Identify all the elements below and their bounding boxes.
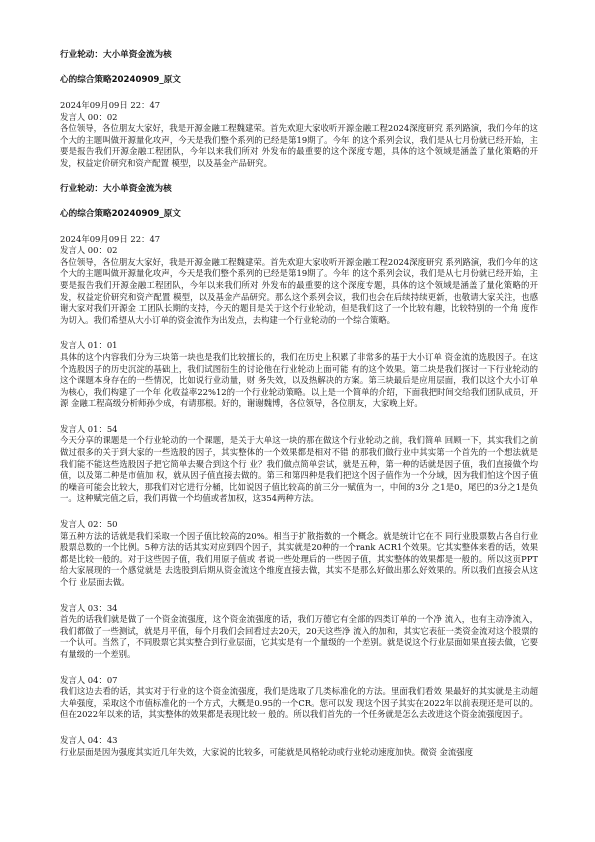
- speaker-label: 发言人 01：54: [60, 423, 118, 434]
- transcript-paragraph: 首先的话我们就是做了一个资金流强度，这个资金流强度的话，我们万德它有全部的四类订单的一个净 流入，也有主动净流入，我们都做了一些测试，就是月平值，每个月我们会回看过去20天，20天这些净 流入的加和，其实它表征一类资金流对这个股票的一个认可。当然了，不同股票它其实整合到行业层面，它其实是有一个量级的一个差别。就是说这个行业层面如果直接去做，它要有量级的一个差别。: [60, 614, 538, 659]
- section-4: [60, 424, 538, 505]
- section-5: [60, 519, 538, 589]
- document-title-line-2: 心的综合策略20240909_原文: [60, 208, 181, 219]
- speaker-label: 发言人 04：07: [60, 674, 118, 685]
- transcript-paragraph: 具体的这个内容我们分为三块第一块也是我们比较擅长的，我们在历史上积累了非常多的基于大小订单 资金流的选股因子。在这个选股因子的历史沉淀的基础上，我们试图衍生的讨论他在行业轮动上面可能 有的这个效果。第二块是我们探讨一下行业轮动的这个课题本身存在的一些情况，比如说行业动量，财 务失效，以及热解决的方案。第三块最后是应用层面，我们以这个大小订单为核心，我们构建了一个年 化收益率22%12的一个行业轮动策略。以上是一个简单的介绍，下面我把时间交给我们团队成员，开源 金融工程高级分析师孙少成，有请那根。好的，谢谢魏博，各位领导，各位朋友，大家晚上好。: [60, 351, 538, 409]
- document-page: [60, 50, 538, 758]
- section-6: [60, 603, 538, 661]
- section-1: [60, 50, 538, 170]
- transcript-paragraph: 我们这边去看的话，其实对于行业的这个资金流强度，我们是选取了几类标准化的方法。里面我们看效 果最好的其实就是主动超大单强度，采取这个市值标准化的一个方式，大概是0.95的一个CR。您可以发 现这个因子其实在2022年以前表现还是可以的。但在2022年以来的话，其实整体的效果都是表现比较一 般的。所以我们首先的一个任务就是怎么去改进这个资金流强度因子。: [60, 686, 538, 720]
- document-datetime: 2024年09月09日 22：47: [60, 233, 161, 244]
- transcript-paragraph: 第五种方法的话就是我们采取一个因子值比较高的20%。相当于扩散指数的一个概念。就是统计它在不 同行业股票数占各自行业股票总数的一个比例。5种方法的话其实对应到四个因子，其实就是20种的一个rank ACR1个效果。它其实整体来看的话，效果都是比较一般的。对于这些因子值，我们用原子值或 者说一些处理后的一些因子值，其实整体的效果都是一般的。所以这页PPT给大家展现的一个感觉就是 去选股到后期从资金流这个维度直接去做，其实不是那么好做出那么好效果的。所以我们直接会从这个行 业层面去做。: [60, 530, 538, 587]
- section-7: [60, 675, 538, 721]
- transcript-paragraph: 行业层面是因为强度其实近几年失效，大家说的比较多，可能就是风格轮动或行业轮动速度加快。微资 金流强度: [60, 746, 474, 757]
- speaker-label: 发言人 02：50: [60, 519, 118, 530]
- section-3: [60, 340, 538, 410]
- speaker-label: 发言人 00：02: [60, 245, 118, 256]
- document-title-line-2: 心的综合策略20240909_原文: [60, 75, 181, 85]
- section-8: [60, 735, 538, 758]
- speaker-label: 发言人 03：34: [60, 602, 118, 613]
- speaker-label: 发言人 04：43: [60, 734, 118, 745]
- transcript-paragraph: 各位领导，各位朋友大家好，我是开源金融工程魏建荣。首先欢迎大家收听开源金融工程2024深度研究 系列路演，我们今年的这个大的主题叫做开源量化攻声，今天是我们整个系列的已经是第19期了。今年 的这个系列会议，我们是从七月份就已经开始，主要是报告我们开源金融工程团队，今年以来我们所对 外发布的最重要的这个深度专题，具体的这个领域是涵盖了量化策略的开发，权益定价研究和资产配置 模型，以及基金产品研究。: [60, 123, 538, 168]
- speaker-label: 发言人 01：01: [60, 340, 118, 351]
- transcript-paragraph: 各位领导，各位朋友大家好，我是开源金融工程魏建荣。首先欢迎大家收听开源金融工程2024深度研究 系列路演，我们今年的这个大的主题叫做开源量化攻声，今天是我们整个系列的已经是第19期了。今年 的这个系列会议，我们是从七月份就已经开始，主要是报告我们开源金融工程团队，今年以来我们所对 外发布的最重要的这个深度专题，具体的这个领域是涵盖了量化策略的开发，权益定价研究和资产配置 模型，以及基金产品研究。那么这个系列会议，我们也会在后续持续更新，也敬请大家关注，也感谢大家对我们开源金 工团队长期的支持，今天的题目是关于这个行业轮动，但是我们这了一个比较有趣，比较特别的一个角 度作为切入。我们希望从大小订单的资金流作为出发点，去构建一个行业轮动的一个综合策略。: [60, 256, 538, 325]
- document-title-line-1: 行业轮动：大小单资金流为核: [60, 50, 172, 60]
- section-2: [60, 184, 538, 327]
- document-datetime: 2024年09月09日 22：47: [60, 100, 161, 110]
- speaker-label: 发言人 00：02: [60, 111, 118, 122]
- transcript-paragraph: 今天分享的课题是一个行业轮动的一个课题，是关于大单这一块的那在做这个行业轮动之前，我们简单 回顾一下，其实我们之前做过很多的关于到大家的一些选股的因子，其实整体的一个效果都是相对不错 的那我们做行业中其实第一个首先的一个想法就是我们能不能这些选股因子把它简单去聚合到这个行 业？我们做点简单尝试，就是五种，第一种的话就是因子值，我们直接做个均值，以及第二种是市值加 权，就从因子值直接去做的。第三和第四种是我们把这个因子值作为一个分域，因为我们怕这个因子值 的噪音可能会比较大，那我们对它进行分桶，比如说因子值比较高的前三分一赋值为一，中间的3分 之1是0，尾巴的3分之1是负一。这种赋完值之后，我们再做一个均值或者加权，这354两种方法。: [60, 435, 538, 504]
- document-title-line-1: 行业轮动：大小单资金流为核: [60, 183, 172, 194]
